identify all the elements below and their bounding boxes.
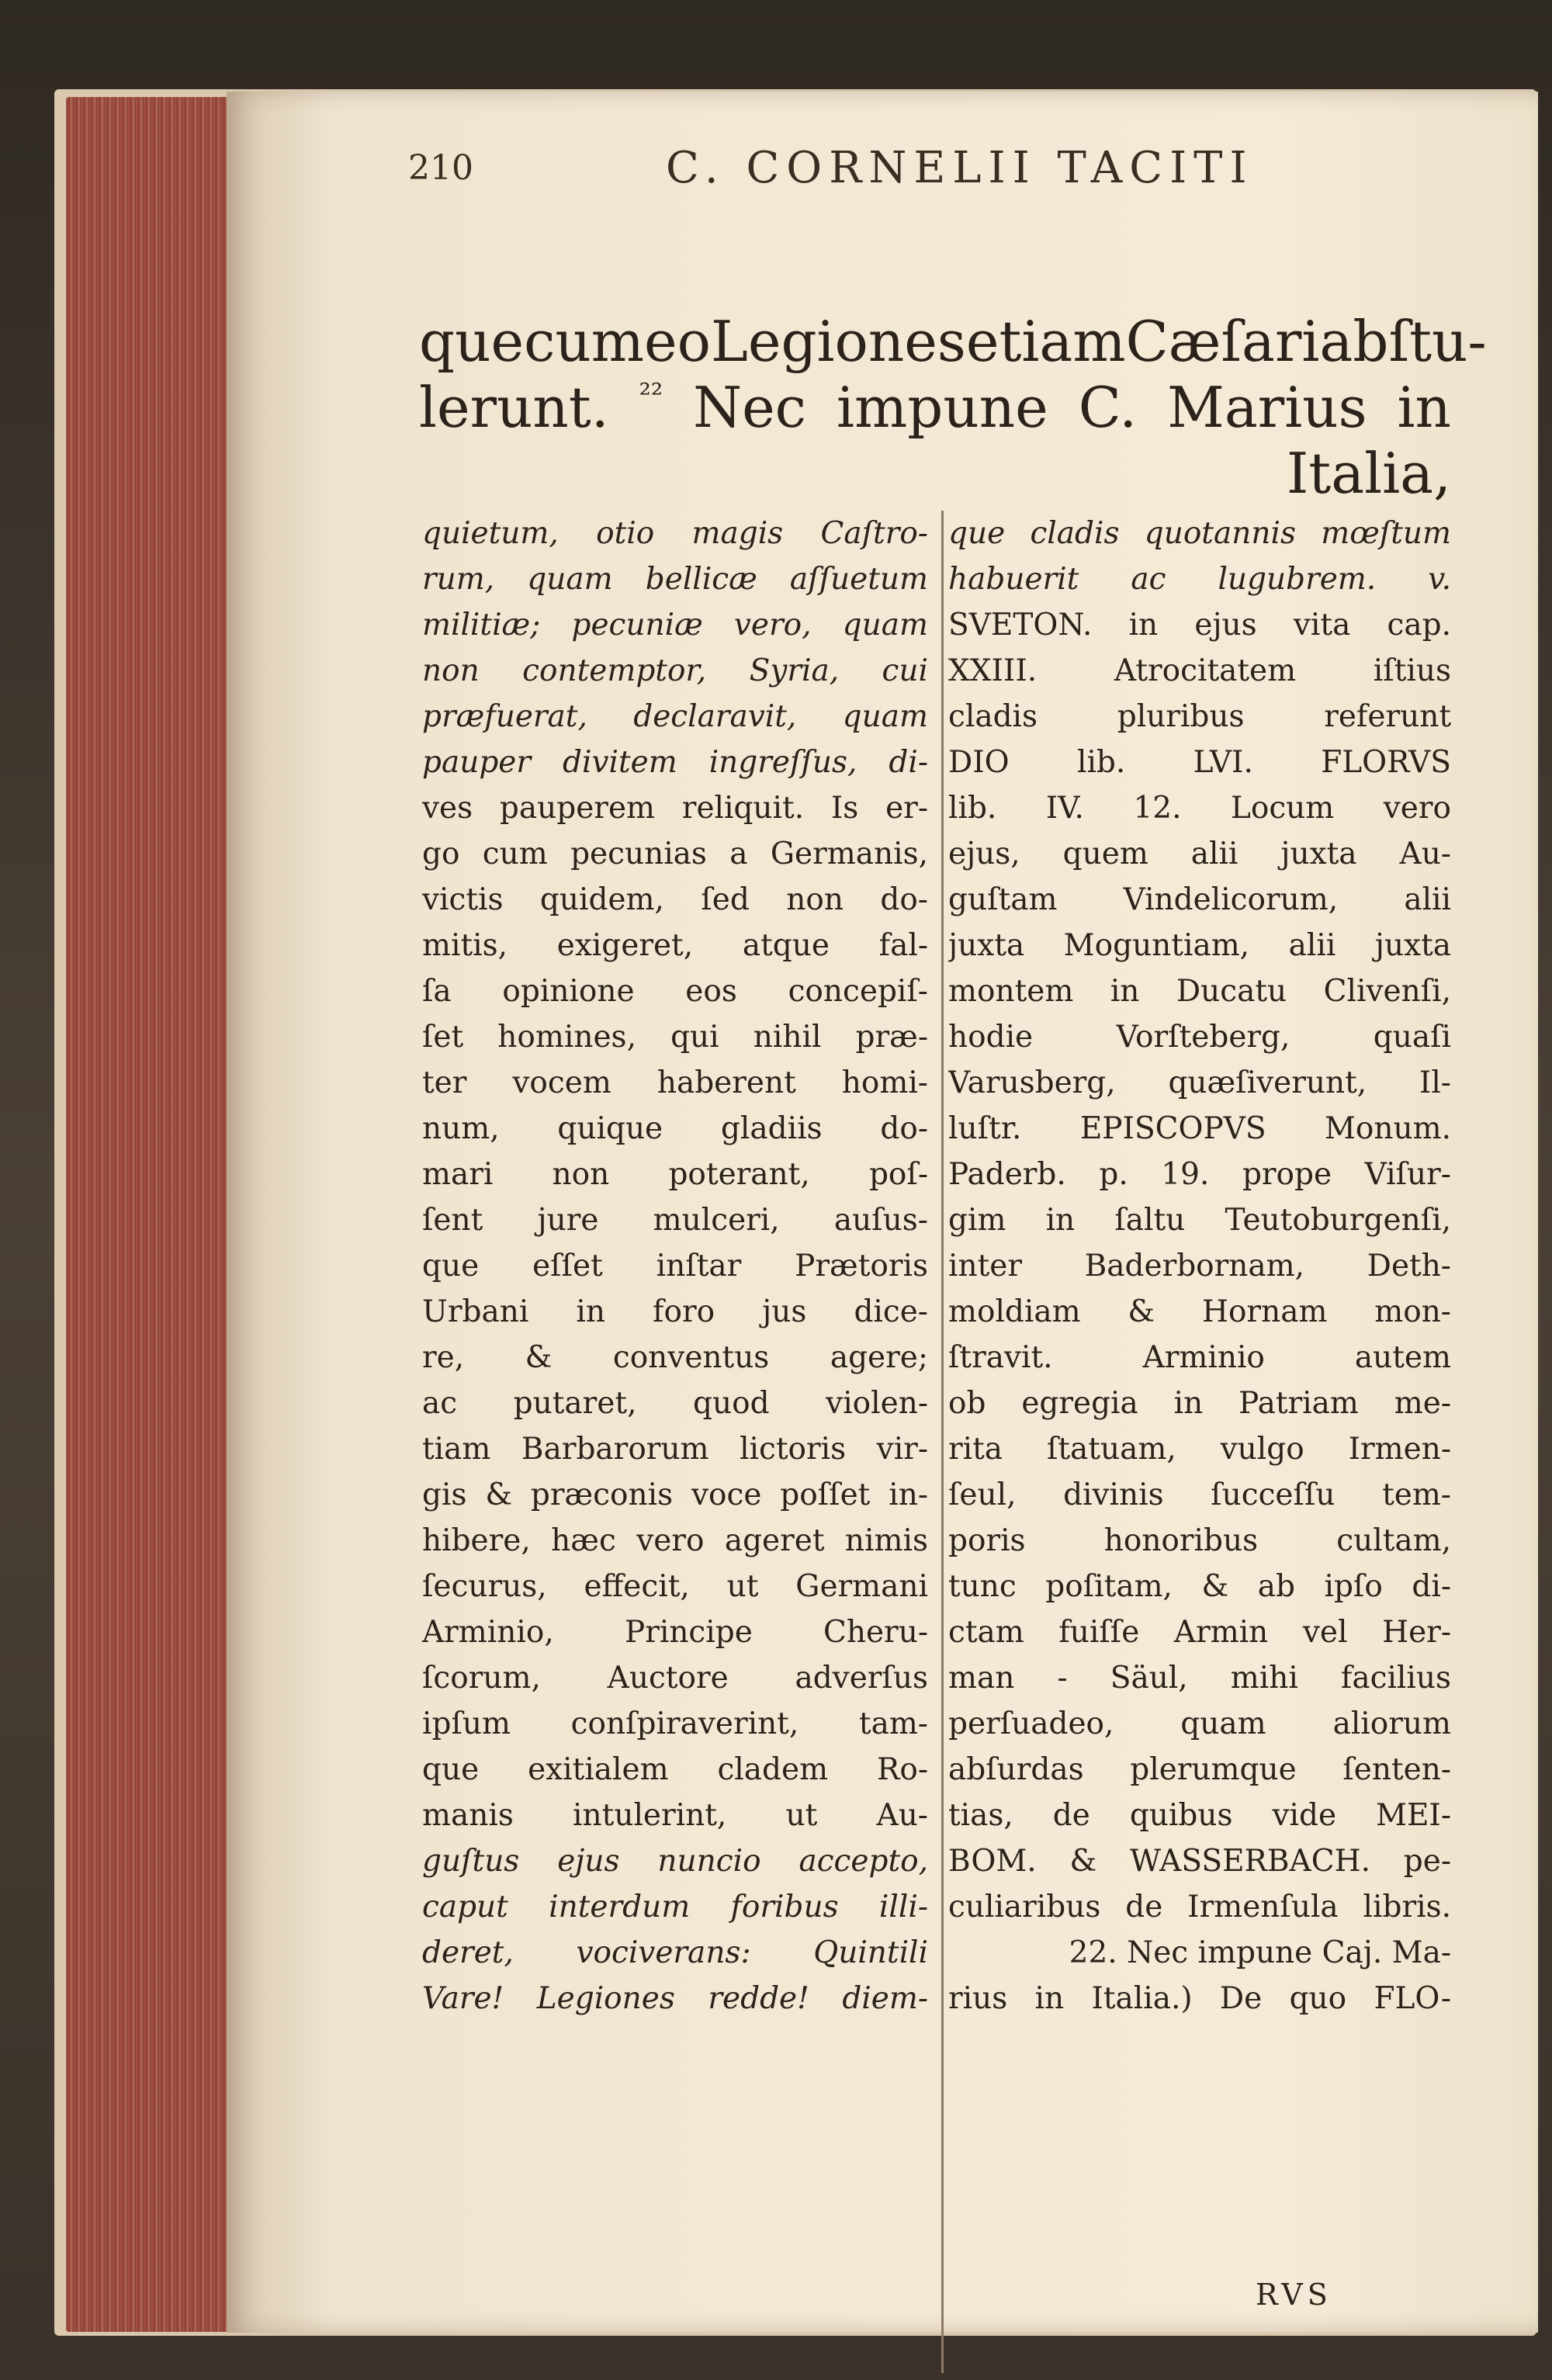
column-divider xyxy=(941,511,944,2373)
main-text-line xyxy=(419,441,1451,507)
note-line: cladis pluribus referunt xyxy=(948,699,1451,734)
note-line: ſent jure mulceri, auſus- xyxy=(422,1203,928,1238)
main-text-line xyxy=(419,309,1487,375)
main-text-word: cum xyxy=(524,309,645,374)
note-line: ter vocem haberent homi- xyxy=(422,1065,928,1100)
note-line: guſtus ejus nuncio accepto, xyxy=(422,1844,928,1879)
main-text-word: C. xyxy=(1078,375,1138,440)
notes-left-column xyxy=(422,511,928,2021)
note-line: hodie Vorſteberg, quaſi xyxy=(948,1020,1451,1055)
note-line: perſuadeo, quam aliorum xyxy=(948,1706,1451,1741)
note-line: mitis, exigeret, atque fal- xyxy=(422,928,928,963)
running-head xyxy=(0,133,1552,203)
note-line: deret, vociverans: Quintili xyxy=(422,1935,928,1970)
main-text-word: Marius xyxy=(1167,375,1367,440)
main-text-word: ²² xyxy=(639,377,663,411)
note-line: tunc poſitam, & ab ipſo di- xyxy=(948,1569,1451,1604)
main-text-word: impune xyxy=(836,375,1048,440)
note-line: SVETON. in ejus vita cap. xyxy=(948,608,1451,643)
note-line: re, & conventus agere; xyxy=(422,1340,928,1375)
catchword: RVS xyxy=(1256,2278,1332,2312)
note-line: ſet homines, qui nihil præ- xyxy=(422,1020,928,1055)
note-line: habuerit ac lugubrem. v. xyxy=(948,562,1451,597)
note-line: abſurdas plerumque ſenten- xyxy=(948,1752,1451,1787)
main-text-word: Legiones xyxy=(711,309,966,374)
note-line: BOM. & WASSERBACH. pe- xyxy=(948,1844,1451,1879)
note-line: hibere, hæc vero ageret nimis xyxy=(422,1523,928,1558)
note-line: pauper divitem ingreſſus, di- xyxy=(422,745,928,780)
note-line: rum, quam bellicæ aſſuetum xyxy=(422,562,928,597)
main-text-word: etiam xyxy=(965,309,1126,374)
main-text-word: eo xyxy=(644,309,712,374)
note-line: que cladis quotannis mœſtum xyxy=(948,516,1451,551)
main-text xyxy=(419,309,1487,507)
running-title: C. CORNELII TACITI xyxy=(666,143,1254,193)
main-text-word: lerunt. xyxy=(419,375,609,440)
note-line: mari non poterant, poſ- xyxy=(422,1157,928,1192)
note-line: victis quidem, ſed non do- xyxy=(422,882,928,917)
note-line: ctam fuiſſe Armin vel Her- xyxy=(948,1615,1451,1650)
note-line: tias, de quibus vide MEI- xyxy=(948,1798,1451,1833)
note-line: ob egregia in Patriam me- xyxy=(948,1386,1451,1421)
page-number: 210 xyxy=(408,148,473,188)
main-text-line xyxy=(419,375,1451,441)
note-line: juxta Moguntiam, alii juxta xyxy=(948,928,1451,963)
note-line: gim in ſaltu Teutoburgenſi, xyxy=(948,1203,1451,1238)
note-line: ipſum conſpiraverint, tam- xyxy=(422,1706,928,1741)
note-line: Varusberg, quæſiverunt, Il- xyxy=(948,1065,1451,1100)
note-line: ſa opinione eos concepiſ- xyxy=(422,974,928,1009)
note-line: manis intulerint, ut Au- xyxy=(422,1798,928,1833)
note-line: montem in Ducatu Clivenſi, xyxy=(948,974,1451,1009)
main-text-word: in xyxy=(1397,375,1451,440)
note-line: luſtr. EPISCOPVS Monum. xyxy=(948,1111,1451,1146)
note-line: ſecurus, effecit, ut Germani xyxy=(422,1569,928,1604)
note-line: num, quique gladiis do- xyxy=(422,1111,928,1146)
note-line: rius in Italia.) De quo FLO- xyxy=(948,1981,1451,2016)
note-line: Paderb. p. 19. prope Viſur- xyxy=(948,1157,1451,1192)
note-line: ſeul, divinis ſucceſſu tem- xyxy=(948,1478,1451,1512)
note-line: guſtam Vindelicorum, alii xyxy=(948,882,1451,917)
note-line: caput interdum foribus illi- xyxy=(422,1890,928,1924)
note-line: lib. IV. 12. Locum vero xyxy=(948,791,1451,826)
note-line: Vare! Legiones redde! diem- xyxy=(422,1981,928,2016)
note-line: ſtravit. Arminio autem xyxy=(948,1340,1451,1375)
note-line: ac putaret, quod violen- xyxy=(422,1386,928,1421)
note-line: gis & præconis voce poſſet in- xyxy=(422,1478,928,1512)
note-line: man - Säul, mihi facilius xyxy=(948,1661,1451,1696)
note-line: que exitialem cladem Ro- xyxy=(422,1752,928,1787)
note-line: go cum pecunias a Germanis, xyxy=(422,837,928,871)
note-line: Arminio, Principe Cheru- xyxy=(422,1615,928,1650)
note-line: ſcorum, Auctore adverſus xyxy=(422,1661,928,1696)
note-line: que eſſet inſtar Prætoris xyxy=(422,1249,928,1284)
note-line: non contemptor, Syria, cui xyxy=(422,653,928,688)
main-text-word: Cæſari xyxy=(1125,309,1320,374)
note-line: rita ſtatuam, vulgo Irmen- xyxy=(948,1432,1451,1467)
note-line: moldiam & Hornam mon- xyxy=(948,1294,1451,1329)
notes-right-column xyxy=(948,511,1451,2021)
note-line: XXIII. Atrocitatem iſtius xyxy=(948,653,1451,688)
note-line: quietum, otio magis Caſtro- xyxy=(422,516,928,551)
main-text-word: Nec xyxy=(693,375,806,440)
note-line: præfuerat, declaravit, quam xyxy=(422,699,928,734)
note-line: tiam Barbarorum lictoris vir- xyxy=(422,1432,928,1467)
note-line: ejus, quem alii juxta Au- xyxy=(948,837,1451,871)
main-text-word: Italia, xyxy=(1286,441,1451,506)
main-text-word: abſtu- xyxy=(1319,309,1487,374)
note-line: inter Baderbornam, Deth- xyxy=(948,1249,1451,1284)
note-line: Urbani in foro jus dice- xyxy=(422,1294,928,1329)
note-line: DIO lib. LVI. FLORVS xyxy=(948,745,1451,780)
note-line: culiaribus de Irmenſula libris. xyxy=(948,1890,1451,1924)
page-edges xyxy=(66,97,229,2332)
main-text-word: que xyxy=(419,309,525,374)
note-line: ves pauperem reliquit. Is er- xyxy=(422,791,928,826)
note-line: poris honoribus cultam, xyxy=(948,1523,1451,1558)
note-line: 22. Nec impune Caj. Ma- xyxy=(1069,1935,1451,1970)
note-line: militiæ; pecuniæ vero, quam xyxy=(422,608,928,643)
